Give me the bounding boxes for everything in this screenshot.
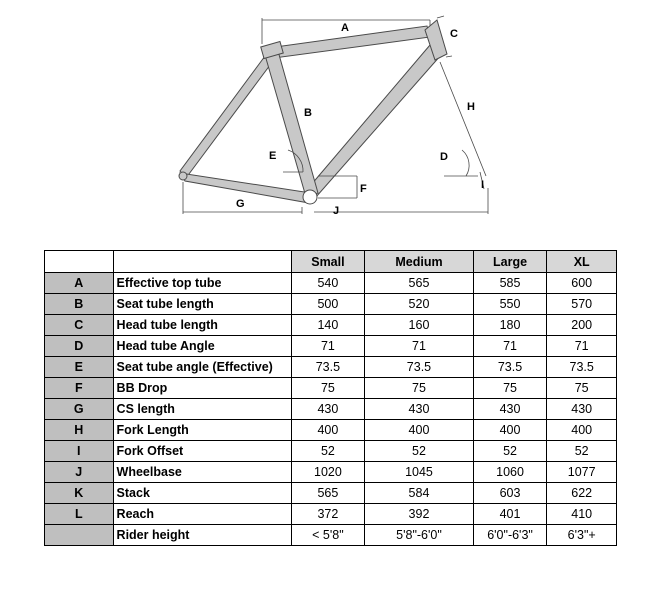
row-parameter: Rider height	[113, 525, 291, 546]
rear-dropout	[179, 172, 187, 180]
row-value: 400	[291, 420, 365, 441]
row-parameter: Wheelbase	[113, 462, 291, 483]
label-h: H	[467, 101, 475, 113]
label-j: J	[333, 205, 340, 217]
row-letter: F	[45, 378, 114, 399]
row-letter: D	[45, 336, 114, 357]
row-value: 1020	[291, 462, 365, 483]
table-header-row	[45, 251, 617, 273]
row-value: 400	[365, 420, 473, 441]
row-value: 603	[473, 483, 547, 504]
table-row	[45, 462, 617, 483]
row-value: 52	[365, 441, 473, 462]
row-value: 372	[291, 504, 365, 525]
seat-stay	[180, 52, 276, 178]
size-header: Large	[473, 251, 547, 273]
seat-tube	[265, 51, 318, 197]
table-row	[45, 294, 617, 315]
row-value: 71	[547, 336, 617, 357]
row-value: 565	[365, 273, 473, 294]
label-d: D	[440, 151, 448, 163]
size-header: Small	[291, 251, 365, 273]
row-value: 200	[547, 315, 617, 336]
row-value: 430	[547, 399, 617, 420]
row-parameter: BB Drop	[113, 378, 291, 399]
label-e: E	[269, 150, 277, 162]
geometry-table	[44, 250, 617, 546]
row-value: 180	[473, 315, 547, 336]
row-value: 585	[473, 273, 547, 294]
row-value: 400	[473, 420, 547, 441]
row-letter: A	[45, 273, 114, 294]
row-value: 71	[473, 336, 547, 357]
row-letter: H	[45, 420, 114, 441]
row-value: 52	[473, 441, 547, 462]
table-row	[45, 399, 617, 420]
table-row	[45, 420, 617, 441]
label-a: A	[341, 22, 349, 34]
table-row	[45, 378, 617, 399]
frame-tubes	[179, 20, 447, 204]
label-b: B	[304, 107, 312, 119]
row-parameter: Head tube Angle	[113, 336, 291, 357]
table-row	[45, 483, 617, 504]
row-value: 520	[365, 294, 473, 315]
row-value: 565	[291, 483, 365, 504]
header-param-cell	[113, 251, 291, 273]
row-value: 140	[291, 315, 365, 336]
row-value: 400	[547, 420, 617, 441]
row-value: 75	[291, 378, 365, 399]
table-row	[45, 504, 617, 525]
row-value: 430	[365, 399, 473, 420]
row-letter: G	[45, 399, 114, 420]
row-parameter: Fork Offset	[113, 441, 291, 462]
size-header: Medium	[365, 251, 473, 273]
row-value: 1077	[547, 462, 617, 483]
row-value: 73.5	[365, 357, 473, 378]
top-tube	[268, 26, 430, 58]
row-value: 1045	[365, 462, 473, 483]
row-value: 622	[547, 483, 617, 504]
row-parameter: Head tube length	[113, 315, 291, 336]
row-parameter: Fork Length	[113, 420, 291, 441]
label-i: I	[481, 179, 485, 191]
row-letter: E	[45, 357, 114, 378]
row-letter	[45, 525, 114, 546]
label-f: F	[360, 183, 367, 195]
row-value: 75	[365, 378, 473, 399]
row-value: 540	[291, 273, 365, 294]
row-value: 430	[291, 399, 365, 420]
chain-stay	[180, 173, 311, 203]
row-parameter: Seat tube length	[113, 294, 291, 315]
row-parameter: Seat tube angle (Effective)	[113, 357, 291, 378]
row-value: < 5'8"	[291, 525, 365, 546]
size-header: XL	[547, 251, 617, 273]
row-value: 5'8"-6'0"	[365, 525, 473, 546]
row-parameter: Reach	[113, 504, 291, 525]
row-value: 401	[473, 504, 547, 525]
row-value: 430	[473, 399, 547, 420]
row-value: 410	[547, 504, 617, 525]
table-row	[45, 441, 617, 462]
bottom-bracket	[303, 190, 317, 204]
row-value: 71	[365, 336, 473, 357]
label-g: G	[236, 198, 245, 210]
row-value: 500	[291, 294, 365, 315]
row-letter: K	[45, 483, 114, 504]
row-value: 160	[365, 315, 473, 336]
row-value: 584	[365, 483, 473, 504]
row-value: 600	[547, 273, 617, 294]
row-value: 550	[473, 294, 547, 315]
row-value: 75	[473, 378, 547, 399]
frame-geometry-diagram	[0, 0, 670, 230]
row-value: 1060	[473, 462, 547, 483]
row-value: 73.5	[291, 357, 365, 378]
down-tube	[305, 45, 441, 197]
row-value: 52	[547, 441, 617, 462]
row-value: 73.5	[473, 357, 547, 378]
row-value: 6'0"-6'3"	[473, 525, 547, 546]
row-value: 6'3"+	[547, 525, 617, 546]
table-row	[45, 357, 617, 378]
row-parameter: CS length	[113, 399, 291, 420]
label-c: C	[450, 28, 458, 40]
row-letter: J	[45, 462, 114, 483]
row-letter: I	[45, 441, 114, 462]
row-value: 71	[291, 336, 365, 357]
row-value: 73.5	[547, 357, 617, 378]
row-value: 570	[547, 294, 617, 315]
table-row	[45, 273, 617, 294]
table-row	[45, 525, 617, 546]
row-letter: L	[45, 504, 114, 525]
row-value: 392	[365, 504, 473, 525]
row-value: 52	[291, 441, 365, 462]
row-parameter: Effective top tube	[113, 273, 291, 294]
row-letter: B	[45, 294, 114, 315]
table-row	[45, 315, 617, 336]
table-row	[45, 336, 617, 357]
header-blank-cell	[45, 251, 114, 273]
row-value: 75	[547, 378, 617, 399]
row-letter: C	[45, 315, 114, 336]
row-parameter: Stack	[113, 483, 291, 504]
